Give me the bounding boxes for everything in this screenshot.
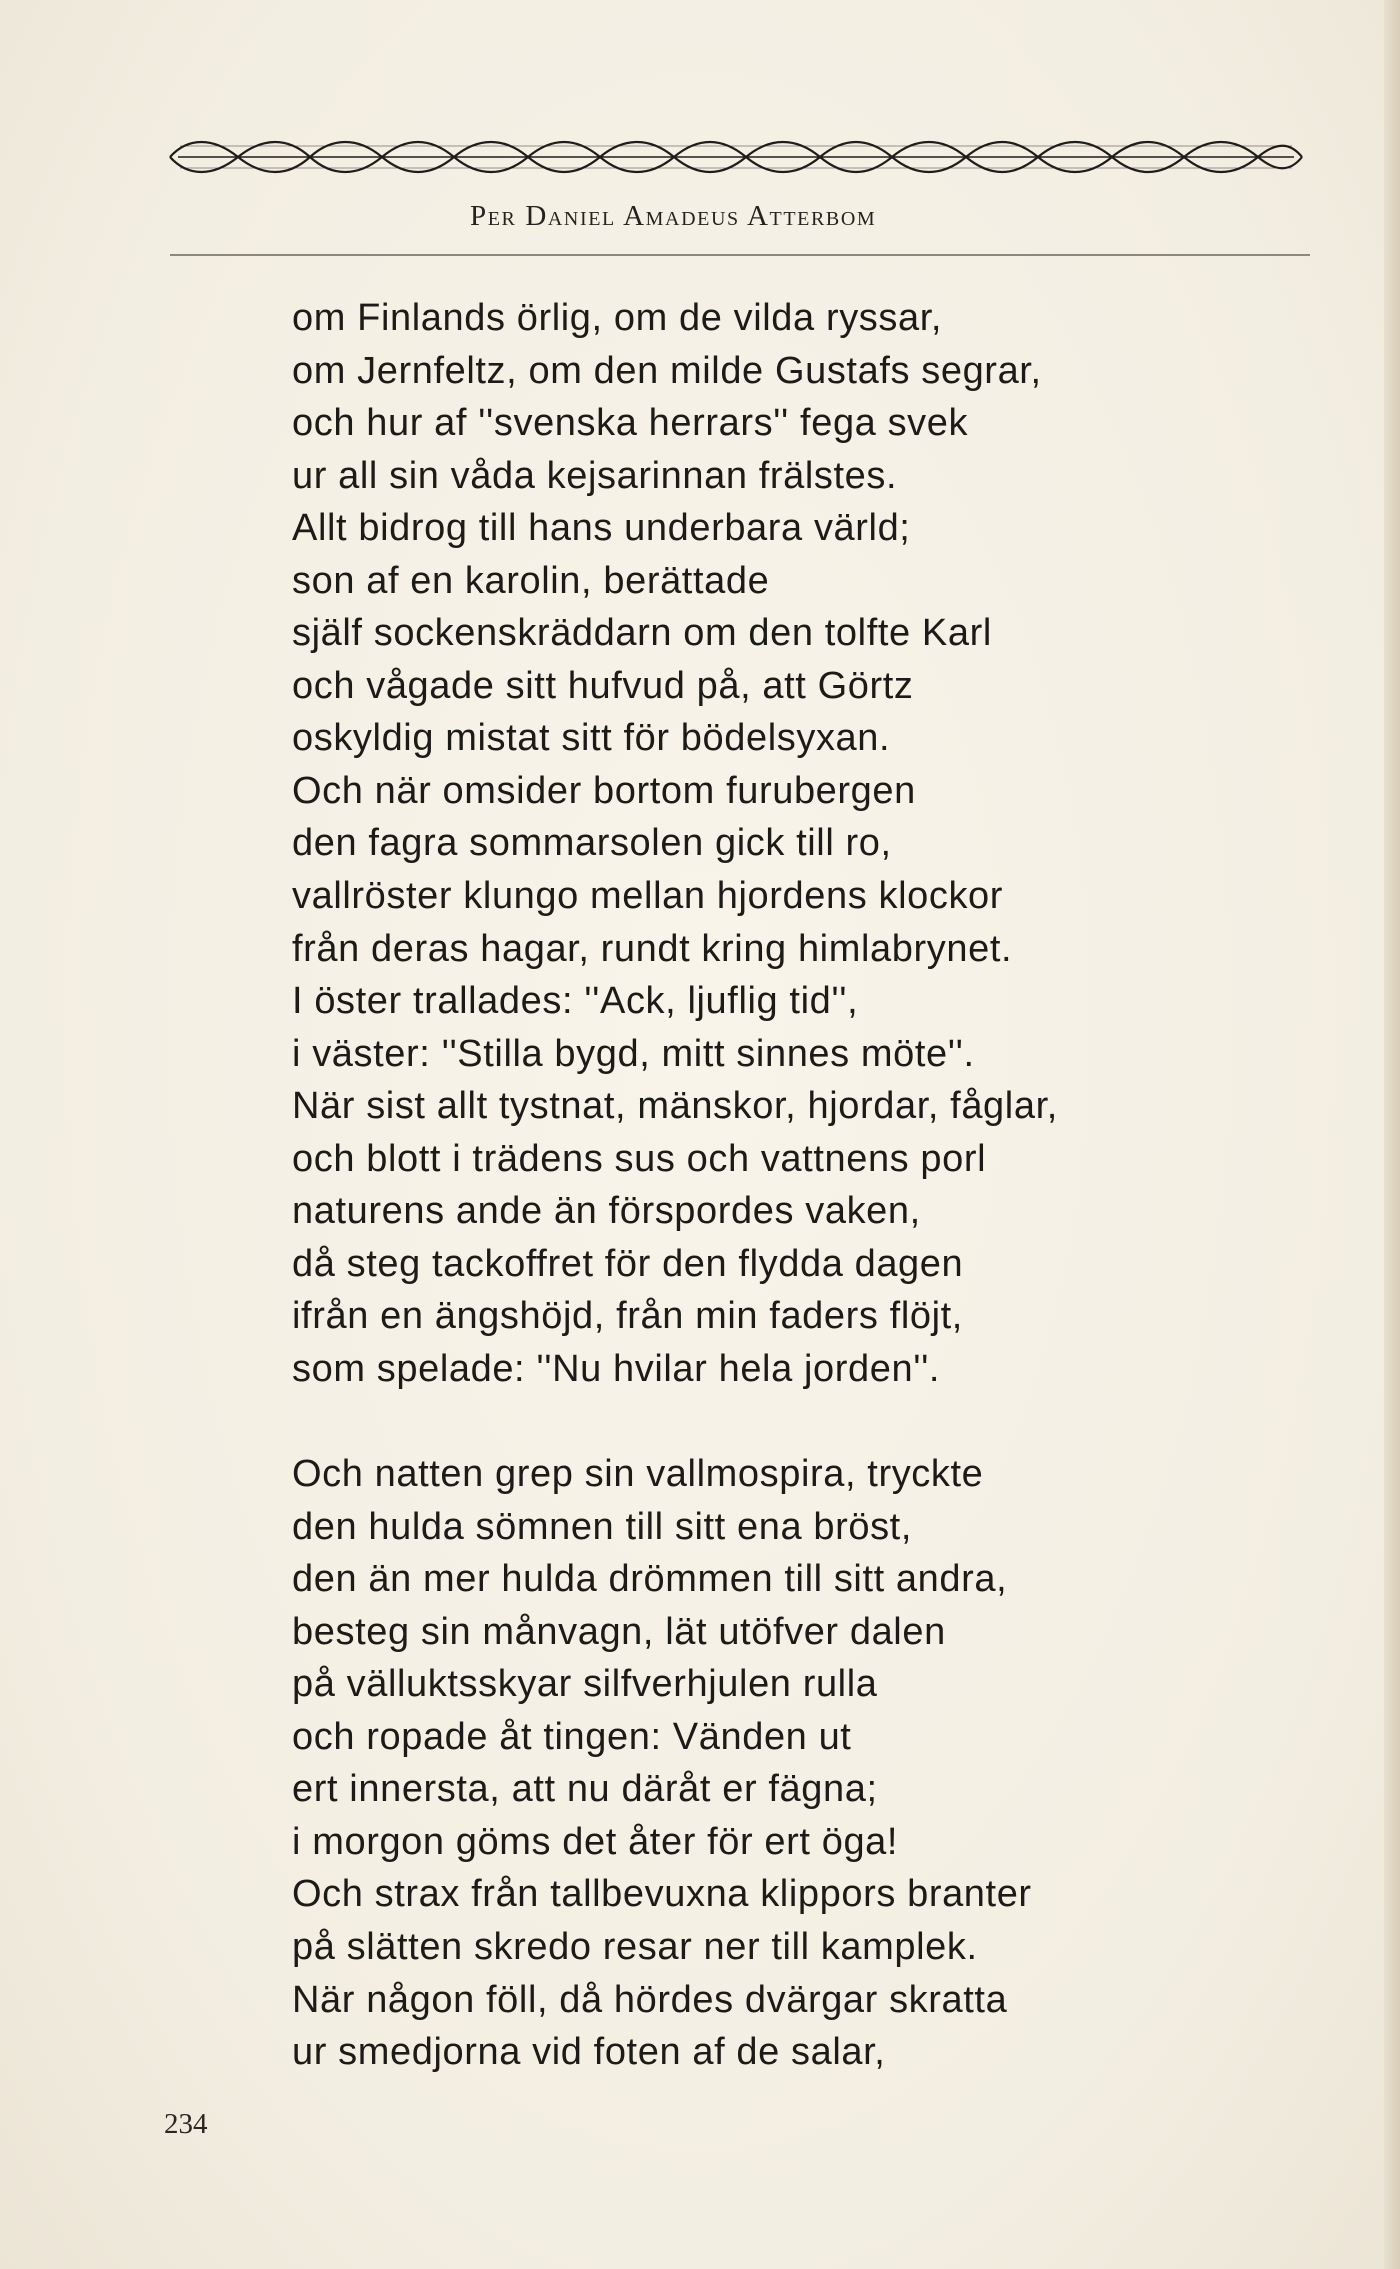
poem-line: den hulda sömnen till sitt ena bröst, (292, 1505, 912, 1548)
poem-line: oskyldig mistat sitt för bödelsyxan. (292, 717, 891, 760)
poem-line: Och strax från tallbevuxna klippors branter (292, 1873, 1032, 1916)
poem-line: och vågade sitt hufvud på, att Görtz (292, 664, 914, 707)
poem-line: son af en karolin, berättade (292, 559, 770, 602)
poem-line: om Jernfeltz, om den milde Gustafs segrar, (292, 349, 1042, 392)
poem-line: själf sockenskräddarn om den tolfte Karl (292, 612, 992, 655)
poem-line: och blott i trädens sus och vattnens porl (292, 1137, 987, 1180)
header-divider (170, 254, 1310, 256)
poem-line: besteg sin månvagn, lät utöfver dalen (292, 1610, 946, 1653)
stanza-2 (292, 1448, 1312, 2079)
decorative-border-icon (168, 132, 1304, 182)
poem-line: om Finlands örlig, om de vilda ryssar, (292, 297, 943, 339)
poem-line: i väster: ''Stilla bygd, mitt sinnes möte''. (292, 1032, 975, 1075)
poem-line: Och när omsider bortom furubergen (292, 769, 916, 812)
poem-line: Allt bidrog till hans underbara värld; (292, 507, 911, 550)
page-number: 234 (164, 2108, 208, 2140)
poem-line: från deras hagar, rundt kring himlabrynet. (292, 927, 1013, 970)
page-edge-shadow (1384, 0, 1400, 2269)
poem-line: och hur af ''svenska herrars'' fega svek (292, 402, 969, 445)
poem-line: i morgon göms det åter för ert öga! (292, 1820, 899, 1863)
poem-line: I öster trallades: ''Ack, ljuflig tid'', (292, 980, 859, 1023)
stanza-1 (292, 292, 1312, 1395)
poem-line: den fagra sommarsolen gick till ro, (292, 822, 892, 865)
poem-line: som spelade: ''Nu hvilar hela jorden''. (292, 1347, 941, 1390)
poem-text (292, 292, 1312, 2079)
poem-line: När någon föll, då hördes dvärgar skratta (292, 1978, 1008, 2021)
running-header-title: Per Daniel Amadeus Atterbom (470, 200, 877, 232)
poem-line: på slätten skredo resar ner till kamplek. (292, 1925, 978, 1968)
poem-line: då steg tackoffret för den flydda dagen (292, 1242, 964, 1285)
poem-line: naturens ande än förspordes vaken, (292, 1190, 921, 1233)
poem-line: ur smedjorna vid foten af de salar, (292, 2031, 886, 2074)
poem-line: ert innersta, att nu däråt er fägna; (292, 1768, 878, 1811)
poem-line: ifrån en ängshöjd, från min faders flöjt, (292, 1295, 963, 1338)
poem-line: på välluktsskyar silfverhjulen rulla (292, 1663, 878, 1706)
poem-line: ur all sin våda kejsarinnan frälstes. (292, 454, 898, 497)
poem-line: När sist allt tystnat, mänskor, hjordar, fåglar, (292, 1085, 1058, 1128)
poem-line: och ropade åt tingen: Vänden ut (292, 1715, 852, 1758)
poem-line: Och natten grep sin vallmospira, tryckte (292, 1453, 984, 1496)
stanza-break (292, 1395, 1312, 1448)
poem-line: den än mer hulda drömmen till sitt andra, (292, 1558, 1008, 1601)
poem-line: vallröster klungo mellan hjordens klockor (292, 875, 1004, 918)
